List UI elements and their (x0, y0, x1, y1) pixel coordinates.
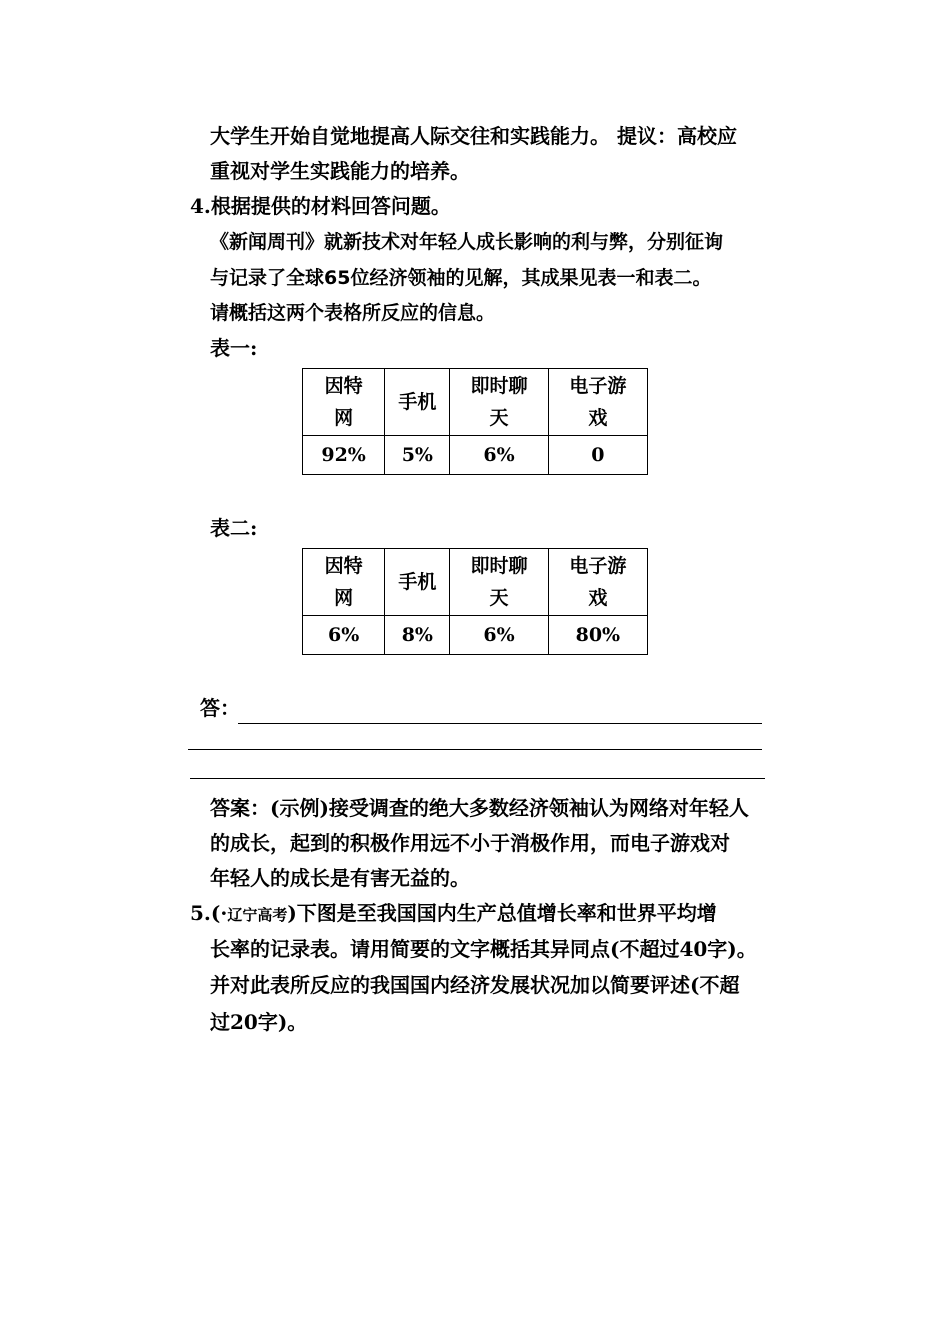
answer-blank-line-2[interactable] (188, 749, 762, 750)
q5-line-4: 过20字)。 (210, 1010, 308, 1034)
table-1 (302, 368, 648, 475)
table-1-header-cell: 电子游 戏 (548, 369, 647, 436)
answer-blank-line-3[interactable] (190, 778, 765, 779)
table-1-value-cell: 6% (450, 436, 548, 475)
table-2-value-cell: 8% (385, 616, 450, 655)
table-1-value-cell: 92% (303, 436, 385, 475)
q4-title: 4.根据提供的材料回答问题。 (190, 194, 451, 218)
table-1-header-cell: 因特 网 (303, 369, 385, 436)
table-1-header-cell: 即时聊 天 (450, 369, 548, 436)
answer-blank-line-1[interactable] (238, 723, 762, 724)
table-2-header-cell: 即时聊 天 (450, 549, 548, 616)
answer-text: (示例)接受调查的绝大多数经济领袖认为网络对年轻人 (270, 796, 749, 820)
q5-prefix: 5.(· (190, 901, 228, 925)
table-1-header-cell: 手机 (385, 369, 450, 436)
intro-line-1: 大学生开始自觉地提高人际交往和实践能力。 提议：高校应 (210, 124, 737, 148)
table-2 (302, 548, 648, 655)
table1-label: 表一: (210, 336, 258, 360)
table-2-value-row (303, 616, 648, 655)
q5-line-1 (190, 899, 717, 929)
table-2-value-cell: 80% (548, 616, 647, 655)
table-2-header-row (303, 549, 648, 616)
table-1-value-row (303, 436, 648, 475)
q5-source: 辽宁高考 (227, 906, 288, 924)
table-1-value-cell: 5% (385, 436, 450, 475)
table-1-header-row (303, 369, 648, 436)
q5-line-1-rest: )下图是至我国国内生产总值增长率和世界平均增 (287, 901, 717, 925)
q4-material-line-3: 请概括这两个表格所反应的信息。 (210, 302, 496, 324)
answer-prompt-label: 答： (200, 696, 240, 720)
q5-line-2: 长率的记录表。请用简要的文字概括其异同点(不超过40字)。 (210, 937, 757, 961)
answer-line-2: 的成长，起到的积极作用远不小于消极作用，而电子游戏对 (210, 831, 730, 855)
answer-line-3: 年轻人的成长是有害无益的。 (210, 866, 470, 890)
table-2-value-cell: 6% (303, 616, 385, 655)
intro-line-2: 重视对学生实践能力的培养。 (210, 159, 470, 183)
table-2-header-cell: 因特 网 (303, 549, 385, 616)
q5-line-3: 并对此表所反应的我国国内经济发展状况加以简要评述(不超 (210, 973, 740, 997)
answer-label: 答案： (210, 796, 270, 820)
table-2-header-cell: 电子游 戏 (548, 549, 647, 616)
table-1-value-cell: 0 (548, 436, 647, 475)
answer-line-1 (210, 794, 749, 822)
q4-material-line-2: 与记录了全球65位经济领袖的见解，其成果见表一和表二。 (210, 267, 712, 289)
q4-material-line-1: 《新闻周刊》就新技术对年轻人成长影响的利与弊，分别征询 (210, 231, 724, 253)
table-2-header-cell: 手机 (385, 549, 450, 616)
table-2-value-cell: 6% (450, 616, 548, 655)
table2-label: 表二: (210, 516, 258, 540)
